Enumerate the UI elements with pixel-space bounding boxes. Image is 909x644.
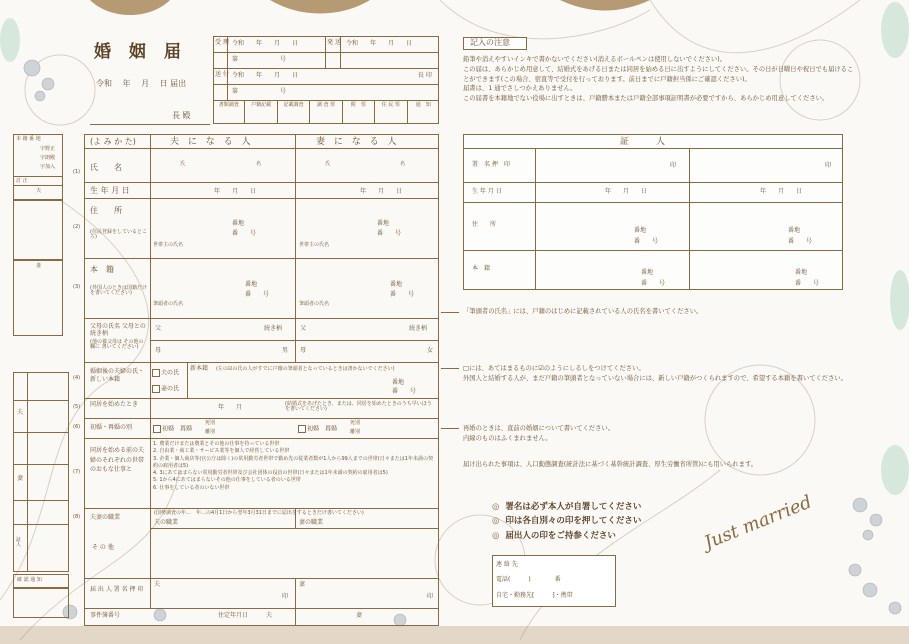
soufu-no: 第 号: [232, 88, 287, 95]
script-logo: Just married: [701, 491, 815, 554]
form-title: 婚 姻 届: [94, 42, 187, 62]
recipient: 長 殿: [172, 111, 191, 120]
juri-no: 第 号: [232, 56, 287, 63]
diamond-icon: ◎: [492, 530, 500, 541]
signature-label: 届 出 人 署 名 押 印: [90, 586, 144, 593]
parents-label: 父母の氏名 父母との続き柄: [90, 323, 146, 338]
recipient-underline: [90, 124, 210, 125]
husband-job[interactable]: 夫の職業: [154, 519, 179, 526]
husband-shi-checkbox[interactable]: 夫の氏: [152, 369, 179, 377]
office-check-row: 書類調査 戸籍記載 記載調査 調 査 票 附 票 住 民 票 通 知: [213, 100, 439, 124]
notes-heading: 記入の注意: [470, 38, 510, 47]
diamond-icon: ◎: [492, 502, 500, 512]
note-remarriage: 再婚のときは、直前の婚姻について書いてください。 内縁のものはふくまれません。: [463, 425, 614, 443]
note-checkbox: □には、あてはまるものに☑のようにしるしをつけてください。 外国人と結婚する人が、まだ戸籍の筆頭者となっていない場合には、新しい戸籍がつくられますので、希望する本籍を書いてください。: [463, 365, 847, 383]
job-label: 夫妻の職業: [90, 514, 121, 521]
other-label: そ の 他: [92, 544, 114, 551]
witness1-seal[interactable]: 印: [670, 162, 677, 169]
wife-job[interactable]: 妻の職業: [299, 519, 324, 526]
checklist: ◎ 署名は必ず本人が自署してください ◎ 印は各自別々の印を押してください ◎ 届出人の印をご持参ください: [492, 502, 642, 541]
diamond-icon: ◎: [492, 516, 500, 527]
note-hitto: 「筆頭者の氏名」には、戸籍のはじめに記載されている人の氏名を書いてください。: [463, 308, 703, 315]
checkbox-icon[interactable]: [152, 385, 160, 393]
other-input[interactable]: [152, 530, 437, 576]
hasso-date: 令和 年 月 日: [346, 40, 413, 47]
contact-type[interactable]: 自宅・勤務先[ ]・携帯: [496, 592, 573, 599]
witness1-birth[interactable]: 年 月 日: [605, 188, 648, 195]
checkbox-icon[interactable]: [152, 369, 160, 377]
dokyo-label: 同居を始めたとき: [90, 401, 139, 408]
husband-seal[interactable]: 印: [282, 593, 289, 600]
husband-shokon[interactable]: 初婚 再婚: [153, 425, 192, 433]
resident-date-label: 住定年月日: [218, 612, 249, 619]
work-options: 1. 農業だけまたは農業とその他の仕事を持っている世帯 2. 自由業・商工業・サービス業等を個人で経営している世帯 3. 企業・個人商店等(官公庁は除く)の常用勤労者世帯で勤め先の従業者数が1人から99人までの世帯(日々または1年未満の契約の雇用者は5) 4. 3にあてはまらない常用勤労者世帯及び会社団体の役員の世帯(日々または1年未満の契約の雇用者は5) 5. 1から4にあてはまらないその他の仕事をしている者のいる世帯 6. 仕事をしている者のいない世帯: [153, 441, 433, 491]
husband-name-input[interactable]: [152, 170, 292, 181]
husband-birth[interactable]: 年 月 日: [214, 188, 257, 195]
husband-header: 夫 に な る 人: [170, 137, 254, 147]
note-statistics: 届け出られた事項は、人口動態調査(統計法に基づく基幹統計調査、厚生労働省所管)にも用いられます。: [463, 461, 758, 468]
new-honseki-label: 新本籍: [190, 365, 209, 372]
hasso-label: 発 送: [327, 39, 341, 46]
shokon-label: 初婚・再婚の別: [90, 424, 133, 431]
wife-address-input[interactable]: [297, 200, 437, 240]
chief-seal: 長 印: [418, 72, 432, 79]
notes-list: 鉛筆や消えやすいインキで書かないでください(消えるボールペンは使用しないでください)。 この届は、あらかじめ用意して、結婚式をあげる日または同居を始める日に出すようにしてください。その日が日曜日や祝日でも届けることができます(この場合、宿直等で受付を行っております。前日までに戸籍担当係にご確認ください)。 届書は、1 通でさしつかえありません。 この届書を本籍地でない役場に出すときは、戸籍謄本または戸籍全部事項証明書が必要ですから、あらかじめ用意してください。: [463, 56, 854, 102]
wife-header: 妻 に な る 人: [316, 137, 400, 147]
work-label: 同居を始める前の夫婦のそれぞれの世帯のおもな仕事と: [90, 447, 145, 474]
yomi-label: (よ み か た): [90, 137, 136, 146]
wife-shi-checkbox[interactable]: 妻の氏: [152, 385, 179, 393]
juri-date: 令和 年 月 日: [232, 40, 299, 47]
witness-title: 証 人: [620, 137, 669, 147]
filing-date[interactable]: 令和 年 月 日 届出: [96, 79, 187, 88]
dokyo-date[interactable]: 年 月: [218, 404, 243, 411]
soufu-label: 送 付: [215, 71, 229, 78]
case-number-label: 事件簿番号: [90, 612, 121, 619]
witness-table: [463, 134, 843, 290]
new-name-label: 婚姻後の夫婦の氏・新しい本籍: [90, 368, 145, 384]
contact-phone[interactable]: 電話( ) 番: [496, 576, 561, 583]
witness2-seal[interactable]: 印: [825, 162, 832, 169]
soufu-date: 令和 年 月 日: [232, 72, 299, 79]
wife-name-input[interactable]: [297, 170, 437, 181]
wife-birth[interactable]: 年 月 日: [360, 188, 403, 195]
wife-shokon[interactable]: 初婚 再婚: [298, 425, 337, 433]
husband-address-input[interactable]: [152, 200, 292, 240]
witness2-birth[interactable]: 年 月 日: [760, 188, 803, 195]
contact-title: 連 絡 先: [496, 561, 518, 568]
address-label: 住 所: [90, 206, 122, 215]
birth-label: 生 年 月 日: [90, 186, 130, 195]
honseki-label: 本 籍: [90, 265, 114, 274]
juri-label: 受 理: [215, 39, 229, 46]
name-label: 氏 名: [90, 163, 122, 172]
wife-seal[interactable]: 印: [427, 593, 434, 600]
